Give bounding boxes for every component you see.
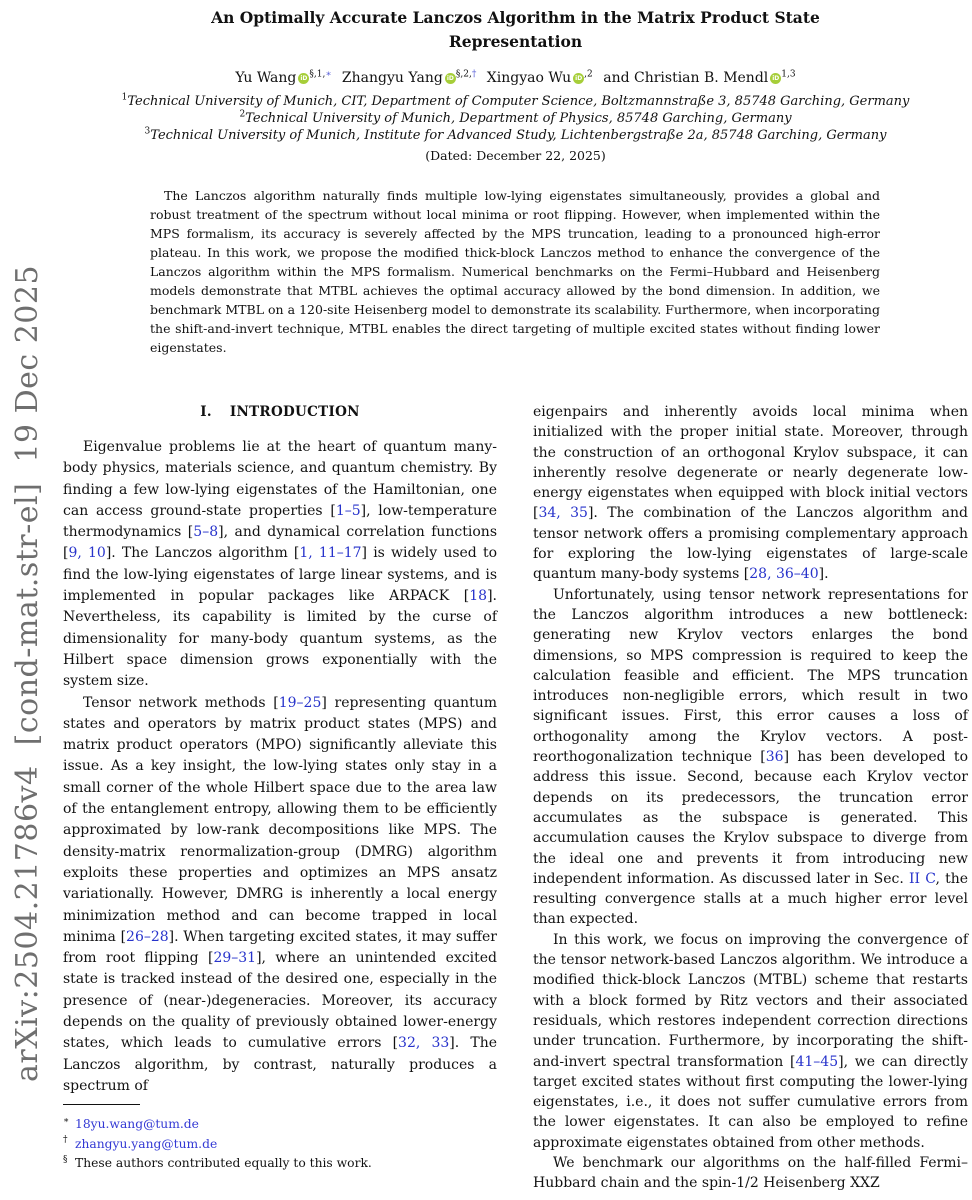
email-link[interactable]: zhangyu.yang@tum.de: [75, 1136, 218, 1151]
footnote-text: These authors contributed equally to this work.: [75, 1156, 372, 1170]
author-line: [63, 70, 968, 86]
section-title: INTRODUCTION: [229, 404, 360, 420]
citation-link[interactable]: 26–28: [126, 928, 169, 945]
abstract: [150, 186, 880, 357]
section-link[interactable]: II C: [909, 870, 936, 887]
footnote-email-1: ∗ 18yu.wang@tum.de: [63, 1115, 199, 1131]
author-name: Zhangyu Yang: [341, 70, 443, 86]
paragraph: Unfortunately, using tensor network representations for the Lanczos algorithm introduces a new bottleneck: generating new Krylov vectors enlarges the bond dimensions, so MPS compression is required to keep the calculation feasible and efficient. The MPS truncation introduces non-negligible errors, which result in two significant issues. First, this error causes a loss of orthogonality among the Krylov vectors. A post-reorthogonalization technique [36] has been developed to address this issue. Second, because each Krylov vector depends on its predecessors, the truncation error accumulates as the subspace is generated. This accumulation causes the Krylov subspace to diverge from the ideal one and prevents it from introducing new independent information. As discussed later in Sec. II C, the resulting convergence stalls at a much higher error level than expected.: [533, 586, 969, 928]
paragraph: Eigenvalue problems lie at the heart of quantum many-body physics, materials science, and quantum chemistry. By finding a few low-lying eigenstates of the Hamiltonian, one can access ground-state properties [1–5], low-temperature thermodynamics [5–8], and dynamical correlation functions [9, 10]. The Lanczos algorithm [1, 11–17] is widely used to find the low-lying eigenstates of large linear systems, and is implemented in popular packages like ARPACK [18]. Nevertheless, its capability is limited by the curse of dimensionality for many-body quantum systems, as the Hilbert space dimension grows exponentially with the system size.: [63, 439, 498, 690]
section-heading-introduction: [63, 402, 497, 422]
paragraph: eigenpairs and inherently avoids local minima when initialized with the proper initial state. Moreover, through the construction of an orthogonal Krylov subspace, it can inherently resolve degenerate or nearly degenerate low-energy eigenstates when equipped with block initial vectors [34, 35]. The combination of the Lanczos algorithm and tensor network offers a promising complementary approach for exploring the low-lying eigenstates of large-scale quantum many-body systems [28, 36–40].: [533, 404, 968, 583]
footnote-equal-contribution: § These authors contributed equally to this work.: [63, 1154, 372, 1170]
affiliations: [63, 93, 968, 144]
citation-link[interactable]: 28, 36–40: [749, 566, 819, 583]
citation-link[interactable]: 9, 10: [68, 545, 106, 562]
citation-link[interactable]: 18: [469, 588, 488, 605]
citation-link[interactable]: 36: [765, 749, 784, 766]
author-christian-mendl: [603, 70, 795, 86]
footnotes-block: [63, 1104, 497, 1174]
citation-link[interactable]: 1–5: [335, 502, 361, 519]
affiliation-2: $^2$Technical University of Munich, Department of Physics, 85748 Garching, Germany: [239, 109, 792, 126]
orcid-icon[interactable]: iD: [575, 75, 583, 82]
citation-link[interactable]: 32, 33: [398, 1035, 450, 1052]
citation-link[interactable]: 41–45: [795, 1053, 839, 1070]
footnote-email-2: † zhangyu.yang@tum.de: [63, 1135, 218, 1151]
author-zhangyu-yang: [342, 70, 476, 86]
citation-link[interactable]: 19–25: [278, 694, 322, 711]
right-column-text: [533, 402, 968, 1194]
left-column-text: [63, 437, 497, 1097]
affiliation-1: $^1$Technical University of Munich, CIT, Department of Computer Science, Boltzmannstraße 3, 85748 Garching, Germany: [121, 92, 910, 109]
author-name: Yu Wang: [235, 70, 297, 86]
citation-link[interactable]: 29–31: [213, 950, 257, 967]
paper-header: [63, 0, 968, 163]
citation-link[interactable]: 34, 35: [538, 505, 588, 522]
author-yu-wang: [235, 70, 331, 86]
author-sup: ,2: [584, 69, 593, 80]
orcid-icon[interactable]: iD: [300, 75, 308, 82]
paragraph: We benchmark our algorithms on the half-filled Fermi–Hubbard chain and the spin-1/2 Heisenberg XXZ: [533, 1154, 968, 1192]
orcid-icon[interactable]: iD: [772, 75, 780, 82]
paragraph: In this work, we focus on improving the convergence of the tensor network-based Lanczos algorithm. We introduce a modified thick-block Lanczos (MTBL) scheme that restarts with a block formed by Ritz vectors and their associated residuals, which restores independent correction directions under truncation. Furthermore, by incorporating the shift-and-invert spectral transformation [41–45], we can directly target excited states without first computing the lower-lying eigenstates, i.e., it does not suffer cumulative errors from the lower eigenstates. It can also be employed to refine approximate eigenstates obtained from other methods.: [533, 931, 968, 1151]
citation-link[interactable]: 1, 11–17: [299, 545, 362, 562]
right-column: [533, 402, 968, 1194]
paper-title: An Optimally Accurate Lanczos Algorithm in the Matrix Product State Representation: [211, 8, 820, 51]
citation-link[interactable]: 5–8: [193, 524, 219, 541]
footnote-rule: [63, 1104, 140, 1105]
affiliation-3: $^3$Technical University of Munich, Institute for Advanced Study, Lichtenbergstraße 2a, 85748 Garching, Germany: [144, 126, 887, 143]
abstract-text: The Lanczos algorithm naturally finds multiple low-lying eigenstates simultaneously, provides a global and robust treatment of the spectrum without local minima or root flipping. However, when implemented within the MPS formalism, its accuracy is severely affected by the MPS truncation, leading to a pronounced high-error plateau. In this work, we propose the modified thick-block Lanczos method to enhance the convergence of the Lanczos algorithm within the MPS formalism. Numerical benchmarks on the Fermi–Hubbard and Heisenberg models demonstrate that MTBL achieves the optimal accuracy allowed by the bond dimension. In addition, we benchmark MTBL on a 120-site Heisenberg model to demonstrate its scalability. Furthermore, when incorporating the shift-and-invert technique, MTBL enables the direct targeting of multiple excited states without finding lower eigenstates.: [150, 188, 880, 355]
footnote-marker-link[interactable]: ∗: [325, 69, 332, 80]
dated-line: (Dated: December 22, 2025): [425, 148, 606, 163]
section-number: I.: [200, 404, 212, 420]
orcid-icon[interactable]: iD: [446, 75, 454, 82]
author-sup: §,2,: [455, 69, 472, 80]
author-name: Xingyao Wu: [486, 70, 572, 86]
paragraph: Tensor network methods [19–25] representing quantum states and operators by matrix product states (MPS) and matrix product operators (MPO) significantly alleviate this issue. As a key insight, the low-lying states only stay in a small corner of the whole Hilbert space due to the area law of the entanglement entropy, allowing them to be efficiently approximated by low-rank decompositions like MPS. The density-matrix renormalization-group (DMRG) algorithm exploits these properties and optimizes an MPS ansatz variationally. However, DMRG is inherently a local energy minimization method and can become trapped in local minima [26–28]. When targeting excited states, it may suffer from root flipping [29–31], where an unintended excited state is tracked instead of the desired one, especially in the presence of (near-)degeneracies. Moreover, its accuracy depends on the quality of previously obtained lower-energy states, which leads to cumulative errors [32, 33]. The Lanczos algorithm, by contrast, naturally produces a spectrum of: [63, 694, 498, 1094]
author-name: Christian B. Mendl: [634, 70, 769, 86]
arxiv-watermark: arXiv:2504.21786v4 [cond-mat.str-el] 19 Dec 2025: [10, 264, 45, 1082]
author-sup: 1,3: [781, 69, 796, 80]
left-column: [63, 402, 497, 1097]
email-link[interactable]: 18yu.wang@tum.de: [75, 1117, 199, 1131]
author-prefix: and: [603, 70, 634, 86]
author-xingyao-wu: [487, 70, 593, 86]
footnote-marker-link[interactable]: †: [471, 69, 477, 80]
author-sup: §,1,: [309, 69, 326, 80]
